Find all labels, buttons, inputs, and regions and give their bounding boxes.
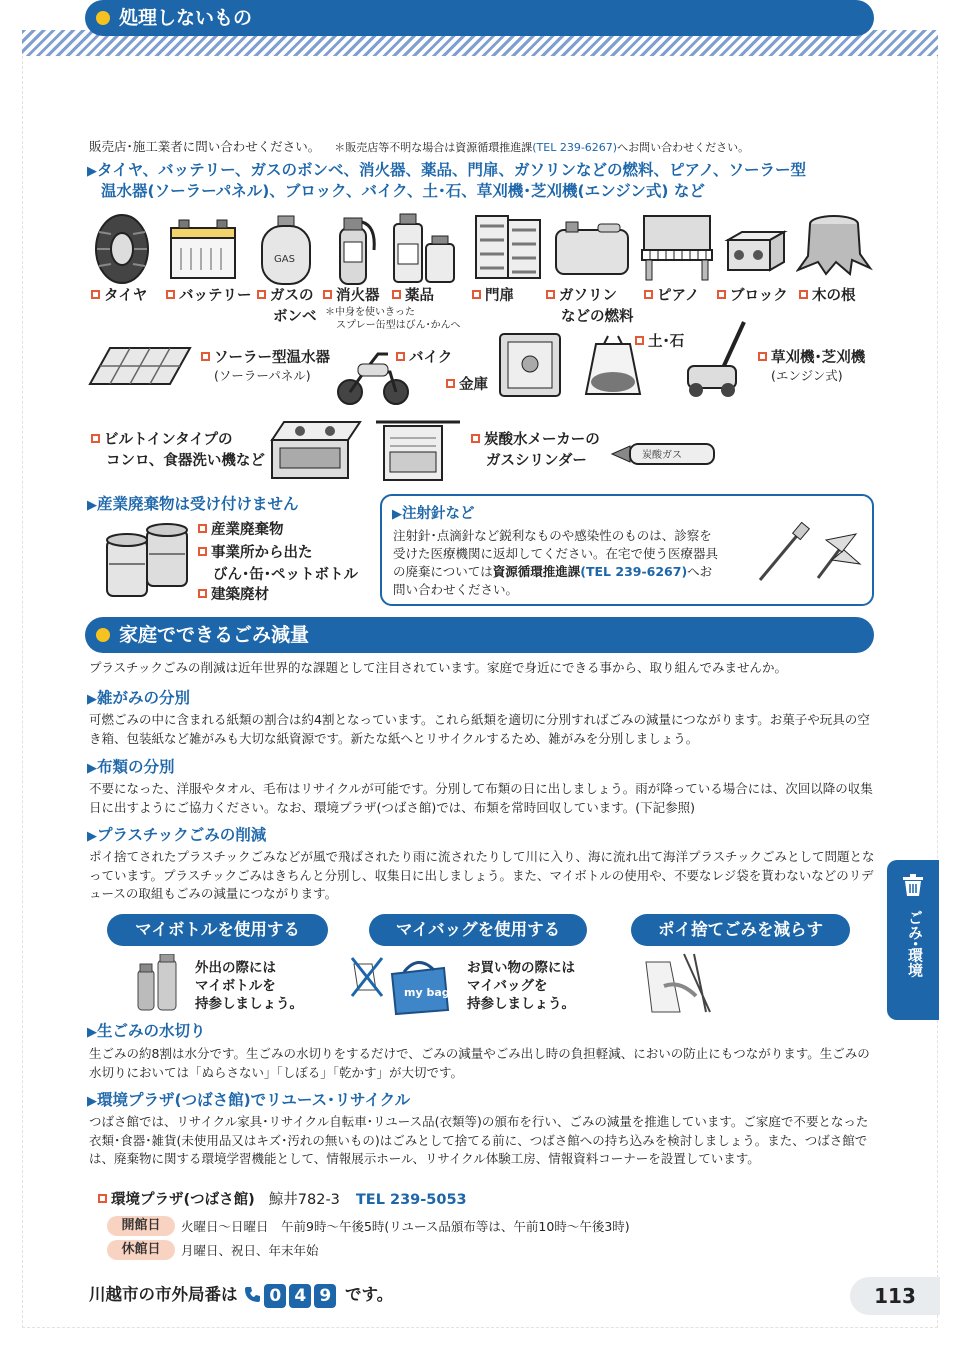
needle-line-2: 受けた医療機関に返却してください。在宅で使う医療器具 [393, 546, 719, 561]
plaza-heading: ▶環境プラザ(つばさ館)でリユース･リサイクル [87, 1091, 411, 1109]
gate-illustration [472, 212, 544, 282]
label-gas-cylinder-2: ボンベ [273, 309, 317, 325]
area-code-text: 川越市の市外局番は [89, 1285, 238, 1304]
dishwasher-illustration [374, 414, 462, 484]
svg-text:GAS: GAS [274, 254, 295, 265]
label-battery: バッテリー [166, 287, 252, 305]
item-list-text2: 温水器(ソーラーパネル)、ブロック、バイク、土･石、草刈機･芝刈機(エンジン式) など [101, 182, 705, 200]
label-solar-sub: (ソーラーパネル) [214, 368, 311, 383]
fuel-tank-illustration [552, 220, 632, 278]
needle-heading: ▶注射針など [392, 506, 475, 522]
my-bag-illustration [348, 950, 452, 1016]
water-title: 生ごみの水切り [97, 1022, 206, 1040]
label-soda-cylinder-2: ガスシリンダー [486, 453, 587, 469]
bag-text-3: 持参しましょう。 [467, 996, 575, 1012]
solar-panel-illustration [88, 344, 192, 388]
trash-can-icon [900, 872, 926, 898]
plaza-address: 鯨井782-3 [268, 1192, 340, 1208]
industrial-item-2b: びん･缶･ペットボトル [213, 567, 358, 583]
page-number: 113 [850, 1277, 940, 1315]
needle-line-3a: の廃棄については [393, 564, 493, 579]
sec2-intro: プラスチックごみの削減は近年世界的な課題として注目されています。家庭で身近にできる事から、取り組んでみませんか。 [89, 660, 788, 675]
section2-title: 家庭でできるごみ減量 [119, 624, 310, 646]
intro-note-tel: (TEL 239-6267) [532, 141, 618, 154]
safe-illustration [496, 328, 566, 400]
pill-no-littering: ポイ捨てごみを減らす [631, 914, 850, 946]
intro-text [89, 137, 749, 155]
fire-extinguisher-illustration [330, 210, 380, 286]
industrial-item-3: 建築廃材 [198, 586, 269, 604]
cloth-title: 布類の分別 [97, 758, 175, 776]
tire-illustration [91, 212, 153, 286]
block-illustration [722, 228, 788, 274]
item-list-line1: ▶タイヤ、バッテリー、ガスのボンベ、消火器、薬品、門扉、ガソリンなどの燃料、ピアノ、ソーラー型 [87, 161, 806, 179]
my-bag-text: my bag [404, 986, 450, 999]
zatsugami-title: 雑がみの分別 [97, 689, 191, 707]
label-safe: 金庫 [446, 376, 488, 394]
plaza-body: つばさ館では、リサイクル家具･リサイクル自転車･リユース品(衣類等)の頒布を行い、ごみの減量を推進しています。ご家庭で不要となった衣類･食器･雑貨(未使用品又はキズ･汚れの無いもの)はごみとして捨てる前に、つばさ館への持ち込みを検討しましょう。また、つばさ館では、廃棄物に関する環境学習機能として、情報展示ホール、リサイクル体験工房、情報資料コーナーを設置しています。 [89, 1114, 869, 1166]
zatsugami-heading: ▶雑がみの分別 [87, 689, 191, 707]
label-tree-root: 木の根 [799, 287, 856, 305]
section-title: 処理しないもの [119, 7, 253, 29]
closed-days-badge: 休館日 [107, 1240, 175, 1260]
needle-dept: 資源循環推進課 [492, 564, 581, 579]
cloth-heading: ▶布類の分別 [87, 758, 175, 776]
intro-note-end: へお問い合わせください。 [617, 141, 750, 154]
label-chemicals: 薬品 [392, 287, 434, 305]
label-bike: バイク [396, 349, 452, 367]
intro-note: ＊販売店等不明な場合は [334, 141, 456, 154]
label-builtin-2: コンロ、食器洗い機など [106, 453, 265, 469]
label-soil-stone: 土･石 [635, 333, 684, 351]
label-fuel-2: などの燃料 [561, 309, 634, 325]
open-days-badge: 開館日 [107, 1216, 175, 1236]
label-fuel: ガソリン [546, 287, 617, 305]
bag-text-2: マイバッグを [467, 978, 548, 994]
bottle-text-1: 外出の際には [195, 960, 276, 976]
industrial-title: 産業廃棄物は受け付けません [97, 495, 299, 513]
cloth-body: 不要になった、洋服やタオル、毛布はリサイクルが可能です。分別して布類の日に出しましょう。雨が降っている場合には、次回以降の収集日に出すようにご協力ください。なお、環境プラザ(つばさ館)では、布類を常時回収しています。(下記参照) [89, 781, 873, 815]
bottle-text-2: マイボトルを [195, 978, 276, 994]
drums-illustration [103, 520, 193, 600]
needle-tel: (TEL 239-6267) [580, 564, 688, 579]
industrial-heading: ▶産業廃棄物は受け付けません [87, 495, 299, 513]
needle-line-3 [393, 562, 712, 580]
pill-my-bottle: マイボトルを使用する [107, 914, 328, 946]
bottle-text-3: 持参しましょう。 [195, 996, 303, 1012]
needle-line-4: 問い合わせください。 [393, 582, 519, 597]
closed-days-text: 月曜日、祝日、年末年始 [181, 1243, 319, 1258]
plaza-tel: TEL 239-5053 [355, 1192, 467, 1208]
battery-illustration [167, 216, 239, 282]
label-mower: 草刈機･芝刈機 [758, 349, 865, 367]
plastic-body: ポイ捨てされたプラスチックごみなどが風で飛ばされたり雨に流されたりして川に入り、海に流れ出て海洋プラスチックごみとして問題となっています。プラスチックごみはきちんと分別し、収集日に出しましょう。また、マイボトルの使用や、不要なレジ袋を貰わないなどのリデュースの取組もごみの減量につながります。 [89, 849, 875, 901]
plaza-name: 環境プラザ(つばさ館) [111, 1192, 255, 1208]
lawn-mower-illustration [682, 318, 758, 400]
label-tire: タイヤ [91, 287, 147, 305]
tree-root-illustration [796, 212, 874, 278]
plastic-heading: ▶プラスチックごみの削減 [87, 826, 267, 844]
my-bottle-illustration [132, 954, 184, 1014]
extinguisher-note-1: ＊中身を使いきった [325, 307, 415, 318]
litter-pickup-illustration [640, 950, 720, 1018]
syringe-illustration [756, 520, 866, 586]
intro-main: 販売店･施工業者に問い合わせください。 [89, 139, 321, 154]
plastic-title: プラスチックごみの削減 [97, 826, 267, 844]
area-code-digit-2: 4 [289, 1284, 311, 1308]
area-code-line [89, 1283, 393, 1308]
needle-line-3b: へお [687, 564, 713, 579]
needle-line-1: 注射針･点滴針など鋭利なものや感染性のものは、診察を [393, 528, 712, 543]
item-list-line2 [101, 181, 705, 202]
label-mower-sub: (エンジン式) [771, 368, 843, 383]
section-heading-reduction [85, 617, 874, 653]
industrial-item-1: 産業廃棄物 [198, 521, 284, 539]
label-extinguisher: 消火器 [323, 287, 380, 305]
plaza-title: 環境プラザ(つばさ館)でリユース･リサイクル [97, 1091, 411, 1109]
built-in-stove-illustration [270, 418, 362, 482]
label-builtin: ビルトインタイプの [91, 431, 232, 449]
industrial-item-2: 事業所から出た [198, 544, 313, 562]
label-solar: ソーラー型温水器 [201, 349, 330, 367]
label-gas-cylinder: ガスの [257, 287, 314, 305]
plaza-contact [98, 1191, 467, 1209]
pill-my-bag: マイバッグを使用する [369, 914, 587, 946]
area-code-digit-1: 0 [264, 1284, 286, 1308]
area-code-digit-3: 9 [314, 1284, 336, 1308]
label-block: ブロック [717, 287, 788, 305]
section-heading-not-processed [85, 0, 874, 36]
chemicals-illustration [388, 210, 460, 284]
phone-icon [243, 1285, 261, 1303]
bag-text-1: お買い物の際には [467, 960, 575, 976]
zatsugami-body: 可燃ごみの中に含まれる紙類の割合は約4割となっています。これら紙類を適切に分別すればごみの減量につながります。お菓子や玩具の空き箱、包装紙など雑がみも大切な紙資源です。新たな紙へとリサイクルするため、雑がみを分別しましょう。 [89, 712, 870, 746]
needle-title: 注射針など [402, 506, 475, 522]
label-piano: ピアノ [644, 287, 699, 305]
label-gate: 門扉 [472, 287, 514, 305]
area-code-suffix: です。 [345, 1285, 394, 1304]
gas-cylinder-illustration [256, 214, 316, 286]
soda-cylinder-illustration [610, 442, 718, 466]
side-tab-garbage[interactable] [887, 860, 939, 1020]
piano-illustration [640, 212, 714, 282]
soda-cylinder-text: 炭酸ガス [642, 450, 682, 461]
label-soda-cylinder: 炭酸水メーカーの [471, 431, 600, 449]
item-list-text1: タイヤ、バッテリー、ガスのボンベ、消火器、薬品、門扉、ガソリンなどの燃料、ピアノ、ソーラー型 [97, 161, 806, 179]
intro-note-dept: 資源循環推進課 [455, 141, 533, 154]
water-heading: ▶生ごみの水切り [87, 1022, 206, 1040]
water-body: 生ごみの約8割は水分です。生ごみの水切りをするだけで、ごみの減量やごみ出し時の負担軽減、においの防止にもつながります。生ごみの水切りにおいては「ぬらさない」「しぼる」「乾かす」が大切です。 [89, 1046, 870, 1080]
side-tab-label: ごみ･環境 [906, 910, 924, 978]
open-days-text: 火曜日～日曜日 午前9時～午後5時(リユース品頒布等は、午前10時～午後3時) [181, 1219, 630, 1234]
extinguisher-note-2: スプレー缶型はびん･かんへ [336, 320, 461, 331]
